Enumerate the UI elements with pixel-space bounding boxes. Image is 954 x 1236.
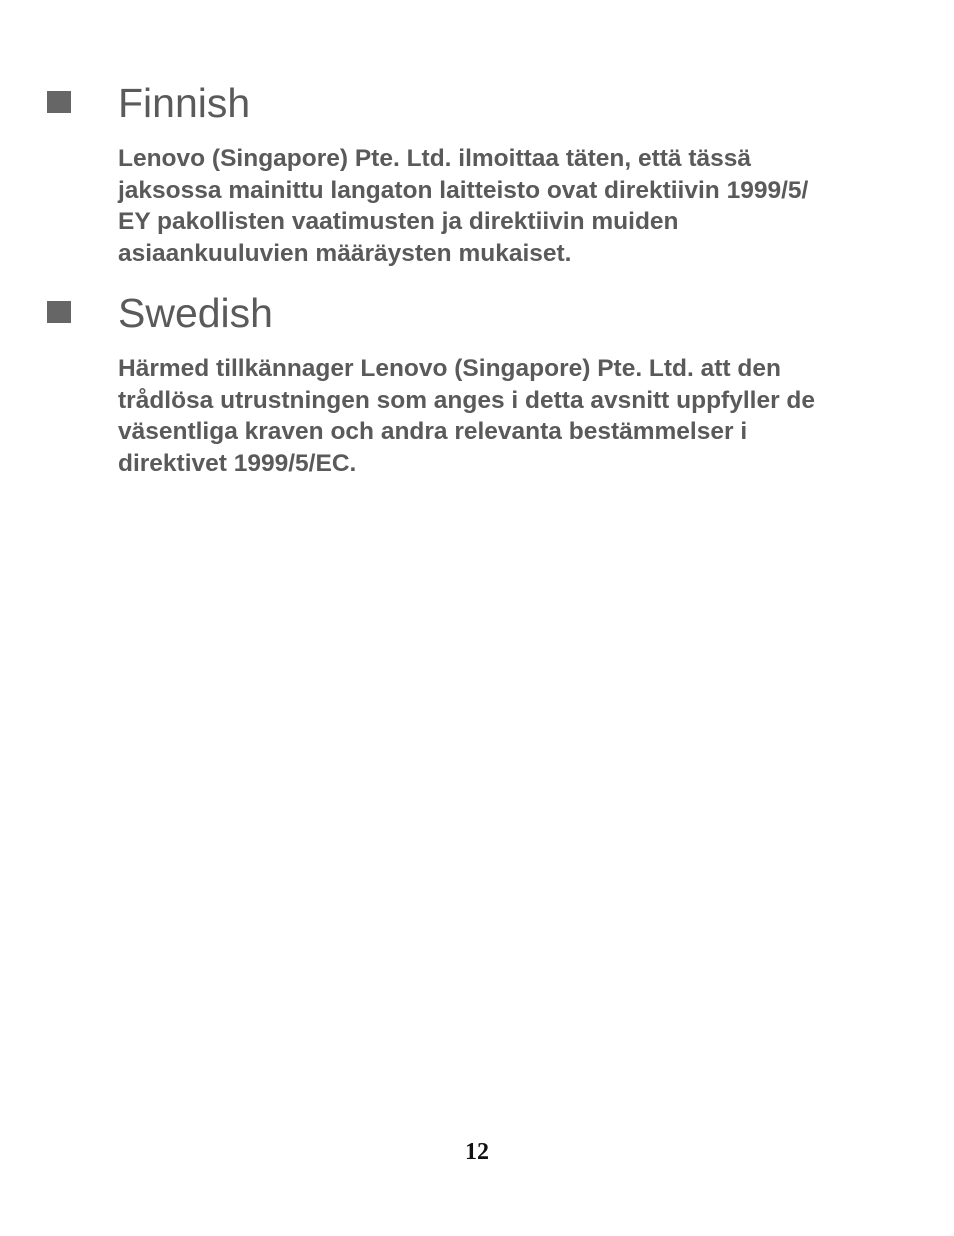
section-swedish	[0, 289, 954, 477]
paragraph-line: Härmed tillkännager Lenovo (Singapore) Pte. Ltd. att den	[118, 355, 781, 382]
paragraph-line: trådlösa utrustningen som anges i detta avsnitt uppfyller de	[118, 386, 816, 414]
section-paragraph	[118, 143, 918, 269]
section-header	[0, 289, 954, 337]
section-heading: Finnish	[118, 80, 251, 126]
paragraph-line: väsentliga kraven och andra relevanta bestämmelser i	[118, 418, 748, 445]
section-header	[0, 79, 954, 127]
square-bullet-icon	[47, 91, 71, 113]
paragraph-line: Lenovo (Singapore) Pte. Ltd. ilmoittaa täten, että tässä	[118, 145, 752, 172]
section-paragraph	[118, 353, 918, 479]
square-bullet-icon	[47, 301, 71, 323]
section-finnish	[0, 79, 954, 267]
paragraph-line: jaksossa mainittu langaton laitteisto ovat direktiivin 1999/5/	[118, 176, 809, 204]
page-number: 12	[465, 1139, 489, 1165]
section-heading: Swedish	[118, 290, 273, 336]
paragraph-line: EY pakollisten vaatimusten ja direktiivin muiden	[118, 208, 679, 235]
paragraph-line: asiaankuuluvien määräysten mukaiset.	[118, 239, 572, 267]
paragraph-line: direktivet 1999/5/EC.	[118, 449, 357, 477]
